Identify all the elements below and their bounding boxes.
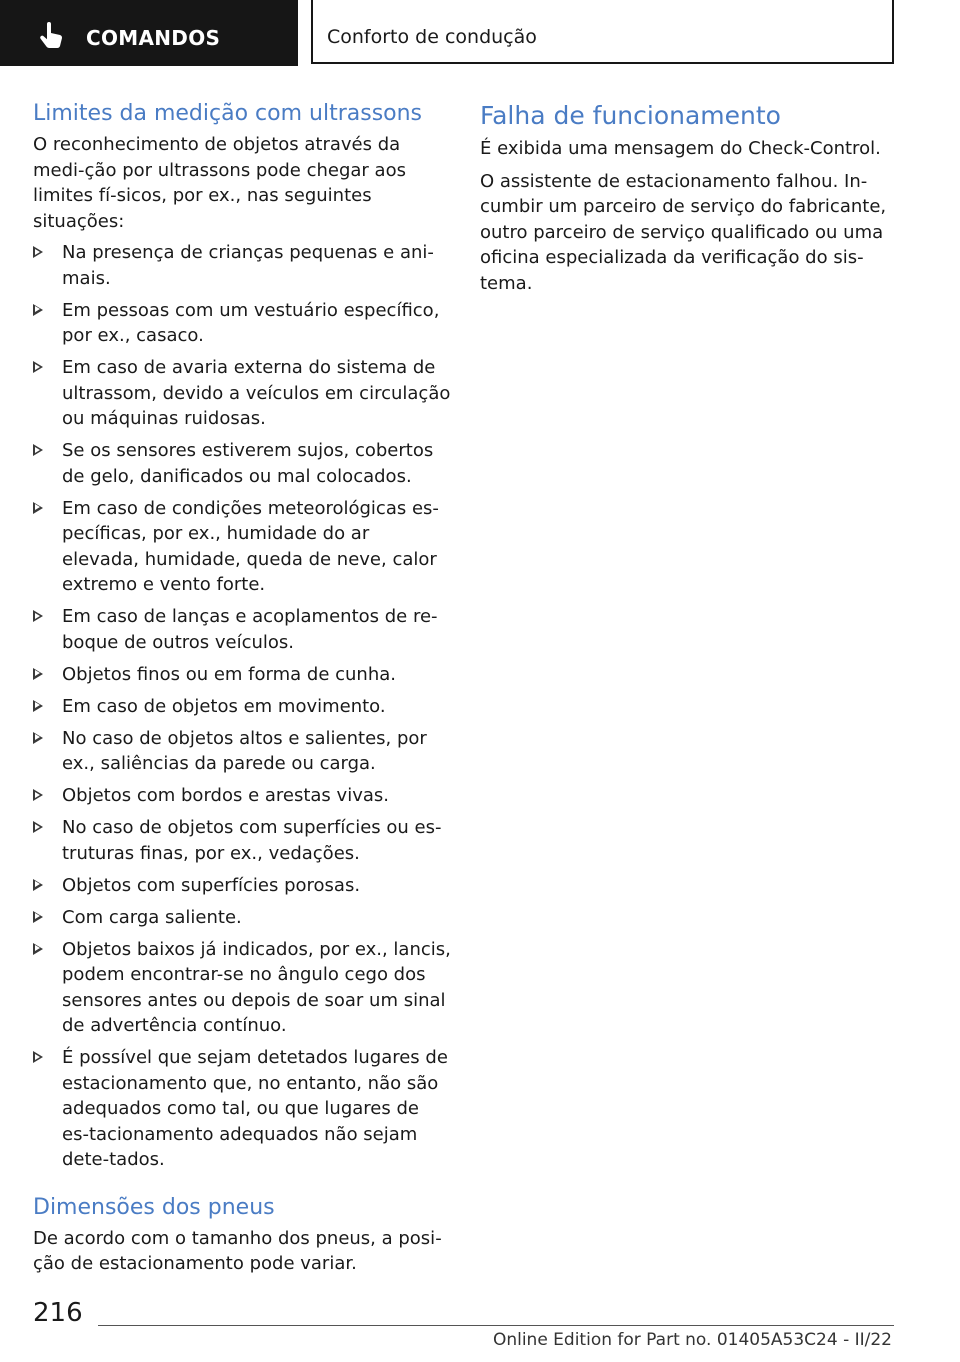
list-item-text: Na presença de crianças pequenas e ani-mais. — [62, 242, 434, 289]
list-item-text: No caso de objetos com superfícies ou es-truturas finas, por ex., vedações. — [62, 817, 442, 864]
list-item — [33, 355, 451, 432]
list-item-text: Com carga saliente. — [62, 906, 242, 928]
list-item — [33, 815, 451, 866]
triangle-bullet-icon — [33, 821, 43, 833]
list-item — [33, 438, 451, 489]
list-item — [33, 1045, 451, 1173]
list-item-text: Em caso de avaria externa do sistema de ultrassom, devido a veículos em circulação ou máquinas ruidosas. — [62, 357, 451, 429]
limits-list — [33, 240, 451, 1173]
list-item — [33, 240, 451, 291]
malfunction-message: É exibida uma mensagem do Check-Control. — [480, 138, 881, 159]
list-item — [33, 905, 451, 931]
limits-heading: Limites da medição com ultrassons — [33, 101, 423, 126]
list-item-text: Em pessoas com um vestuário específico, por ex., casaco. — [62, 299, 440, 346]
malfunction-heading: Falha de funcionamento — [480, 101, 781, 130]
list-item-text: Em caso de lanças e acoplamentos de re-boque de outros veículos. — [62, 606, 438, 653]
list-item — [33, 873, 451, 899]
page-header — [0, 0, 960, 66]
triangle-bullet-icon — [33, 361, 43, 373]
list-item-text: Objetos com superfícies porosas. — [62, 874, 361, 896]
footer-divider — [98, 1325, 894, 1326]
tires-text: De acordo com o tamanho dos pneus, a posi-ção de estacionamento pode variar. — [33, 1227, 442, 1274]
list-item — [33, 783, 451, 809]
section-title: COMANDOS — [86, 26, 221, 50]
limits-intro: O reconhecimento de objetos através da medi-ção por ultrassons pode chegar aos limites fí-sicos, por ex., nas seguintes situações: — [33, 134, 406, 232]
right-column — [480, 96, 898, 296]
triangle-bullet-icon — [33, 1051, 43, 1063]
list-item-text: Se os sensores estiverem sujos, cobertos de gelo, danificados ou mal colocados. — [62, 440, 434, 487]
list-item — [33, 662, 451, 688]
section-tab — [0, 0, 298, 66]
triangle-bullet-icon — [33, 304, 43, 316]
triangle-bullet-icon — [33, 789, 43, 801]
list-item — [33, 694, 451, 720]
list-item-text: No caso de objetos altos e salientes, por ex., saliências da parede ou carga. — [62, 727, 427, 774]
chapter-title: Conforto de condução — [327, 26, 537, 48]
list-item — [33, 937, 451, 1039]
triangle-bullet-icon — [33, 610, 43, 622]
triangle-bullet-icon — [33, 444, 43, 456]
list-item — [33, 298, 451, 349]
triangle-bullet-icon — [33, 668, 43, 680]
triangle-bullet-icon — [33, 700, 43, 712]
list-item-text: Objetos finos ou em forma de cunha. — [62, 663, 396, 685]
list-item-text: É possível que sejam detetados lugares de estacionamento que, no entanto, não são adequados como tal, ou que lugares de es-tacionamento adequados não sejam dete-tados. — [62, 1047, 448, 1170]
triangle-bullet-icon — [33, 246, 43, 258]
list-item — [33, 496, 451, 598]
list-item-text: Objetos baixos já indicados, por ex., lancis, podem encontrar-se no ângulo cego dos sensores antes ou depois de soar um sinal de advertência contínuo. — [62, 938, 451, 1036]
triangle-bullet-icon — [33, 732, 43, 744]
triangle-bullet-icon — [33, 502, 43, 514]
triangle-bullet-icon — [33, 911, 43, 923]
hand-pointer-icon — [38, 22, 64, 50]
chapter-box — [311, 0, 894, 64]
malfunction-instructions: O assistente de estacionamento falhou. In-cumbir um parceiro de serviço do fabricante, outro parceiro de serviço qualificado ou uma oficina especializada da verificação do sis-tema. — [480, 170, 887, 294]
list-item-text: Em caso de objetos em movimento. — [62, 695, 386, 717]
list-item — [33, 604, 451, 655]
triangle-bullet-icon — [33, 943, 43, 955]
footer-edition: Online Edition for Part no. 01405A53C24 - II/22 — [492, 1330, 892, 1350]
tires-heading: Dimensões dos pneus — [33, 1194, 275, 1220]
triangle-bullet-icon — [33, 879, 43, 891]
page-number: 216 — [33, 1298, 83, 1328]
list-item-text: Objetos com bordos e arestas vivas. — [62, 785, 389, 806]
list-item-text: Em caso de condições meteorológicas es-pecíficas, por ex., humidade do ar elevada, humidade, queda de neve, calor extremo e vento forte. — [62, 497, 439, 595]
left-column — [33, 96, 451, 1277]
list-item — [33, 726, 451, 777]
